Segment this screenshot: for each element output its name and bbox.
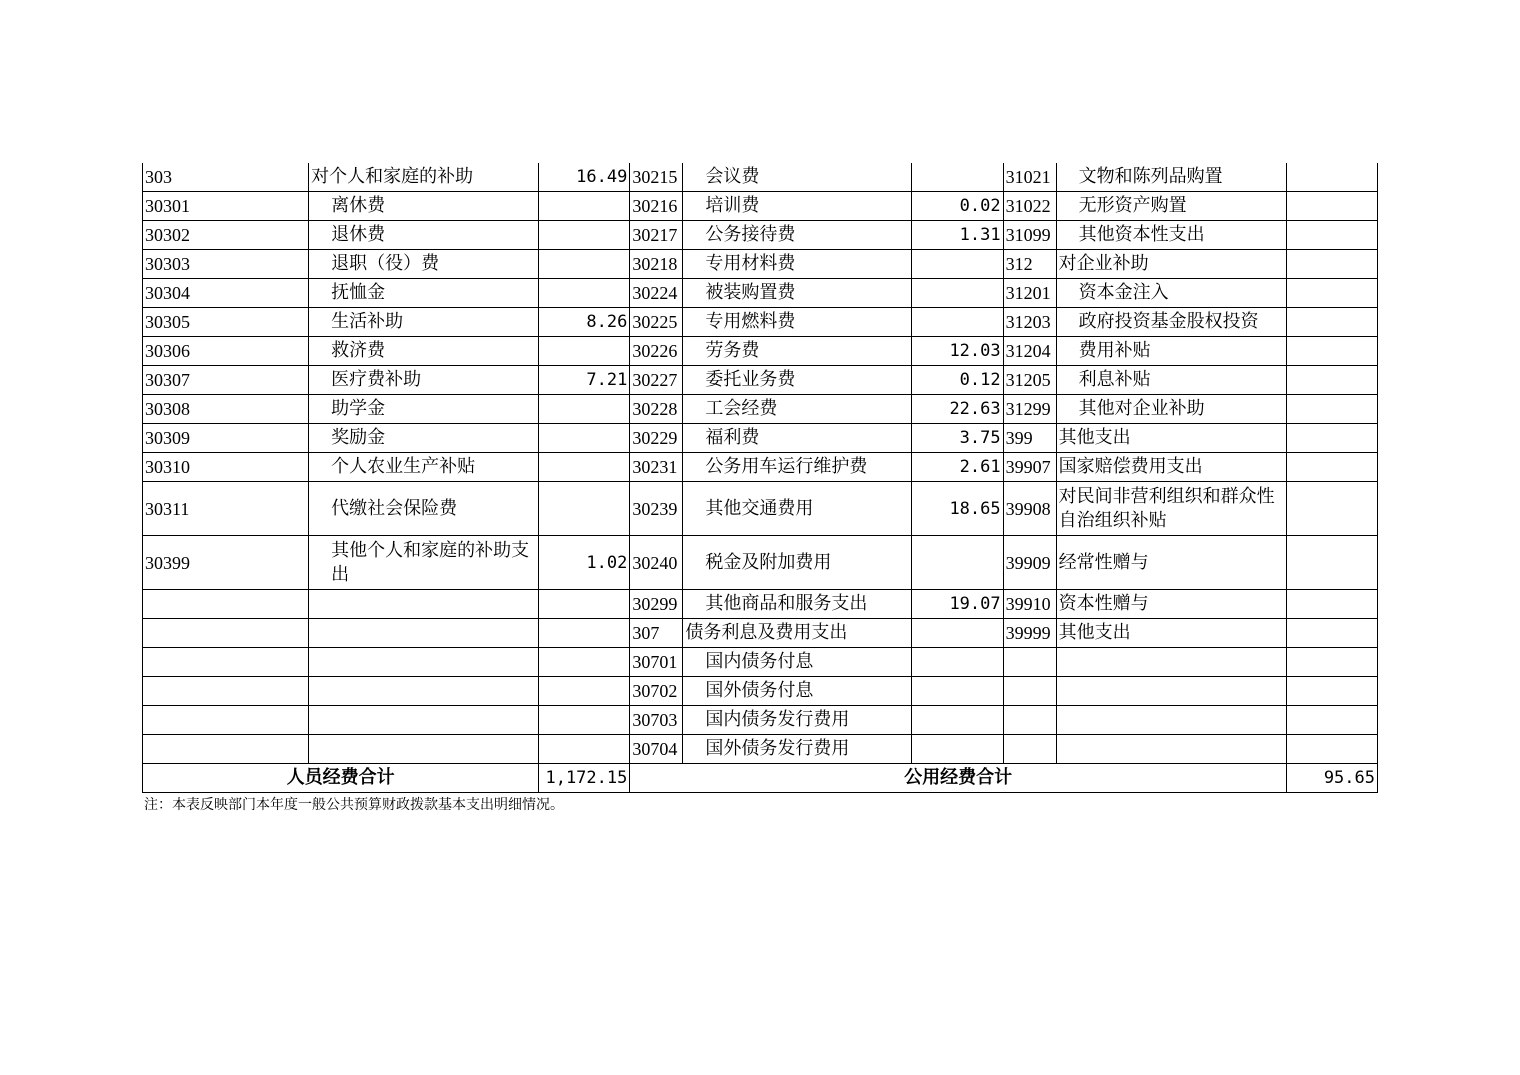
item-name-text: 委托业务费 <box>705 369 796 390</box>
item-name-text: 退职（役）费 <box>331 253 440 274</box>
table-row <box>143 648 1378 677</box>
item-name-text: 国家赔偿费用支出 <box>1058 456 1203 477</box>
item-code: 30309 <box>143 424 309 453</box>
item-amount <box>1286 706 1377 735</box>
item-amount <box>911 279 1003 308</box>
item-amount <box>1286 395 1377 424</box>
item-name-text: 无形资产购置 <box>1078 195 1187 216</box>
item-name <box>683 366 911 395</box>
item-amount <box>1286 482 1377 536</box>
item-name-text: 对企业补助 <box>1058 253 1149 274</box>
item-code: 30225 <box>630 308 683 337</box>
item-name <box>309 163 539 192</box>
item-amount: 2.61 <box>911 453 1003 482</box>
item-name-text: 对个人和家庭的补助 <box>311 166 474 187</box>
item-name <box>309 453 539 482</box>
item-name-text: 退休费 <box>331 224 386 245</box>
item-amount <box>539 482 630 536</box>
item-code: 30299 <box>630 590 683 619</box>
item-amount: 12.03 <box>911 337 1003 366</box>
item-amount <box>1286 735 1377 764</box>
item-name <box>1056 735 1286 764</box>
public-total-label: 公用经费合计 <box>630 764 1286 793</box>
item-name-text: 国外债务付息 <box>705 680 814 701</box>
item-name <box>683 279 911 308</box>
item-name <box>1056 163 1286 192</box>
item-amount <box>539 250 630 279</box>
item-name <box>309 221 539 250</box>
table-row <box>143 482 1378 536</box>
item-amount <box>1286 366 1377 395</box>
table-body <box>143 163 1378 764</box>
item-name <box>1056 706 1286 735</box>
item-amount <box>911 648 1003 677</box>
item-name <box>683 735 911 764</box>
item-name <box>1056 648 1286 677</box>
item-name-text: 其他商品和服务支出 <box>705 593 868 614</box>
item-name-text: 会议费 <box>705 166 760 187</box>
item-amount <box>539 619 630 648</box>
item-name-text: 工会经费 <box>705 398 778 419</box>
item-code: 30228 <box>630 395 683 424</box>
item-code: 30218 <box>630 250 683 279</box>
item-name <box>1056 536 1286 590</box>
item-name-text: 代缴社会保险费 <box>331 497 458 519</box>
public-total-value: 95.65 <box>1286 764 1377 793</box>
item-code <box>1003 677 1056 706</box>
item-amount <box>539 395 630 424</box>
item-amount <box>911 250 1003 279</box>
item-amount: 0.12 <box>911 366 1003 395</box>
item-code <box>1003 706 1056 735</box>
item-name <box>309 735 539 764</box>
item-amount <box>539 337 630 366</box>
item-name <box>683 424 911 453</box>
table-note: 注：本表反映部门本年度一般公共预算财政拨款基本支出明细情况。 <box>144 797 564 813</box>
item-name <box>309 337 539 366</box>
item-code: 31099 <box>1003 221 1056 250</box>
item-amount <box>1286 648 1377 677</box>
item-name <box>683 221 911 250</box>
item-code: 30216 <box>630 192 683 221</box>
item-name <box>309 395 539 424</box>
item-name <box>683 250 911 279</box>
item-code: 30704 <box>630 735 683 764</box>
item-amount <box>539 590 630 619</box>
item-name-text: 生活补助 <box>331 311 404 332</box>
table-row <box>143 453 1378 482</box>
item-code: 307 <box>630 619 683 648</box>
item-name-text: 其他交通费用 <box>705 497 814 519</box>
item-code: 31201 <box>1003 279 1056 308</box>
table-row <box>143 163 1378 192</box>
item-amount <box>1286 677 1377 706</box>
item-code: 30702 <box>630 677 683 706</box>
item-amount <box>539 453 630 482</box>
item-amount: 19.07 <box>911 590 1003 619</box>
item-code: 30308 <box>143 395 309 424</box>
item-code <box>1003 648 1056 677</box>
item-name <box>683 706 911 735</box>
item-name-text: 文物和陈列品购置 <box>1078 166 1223 187</box>
item-code: 39999 <box>1003 619 1056 648</box>
item-name-text: 政府投资基金股权投资 <box>1078 311 1259 332</box>
item-code <box>143 619 309 648</box>
item-name <box>1056 482 1286 536</box>
item-amount <box>1286 590 1377 619</box>
table-row <box>143 308 1378 337</box>
item-amount <box>911 677 1003 706</box>
item-code: 30215 <box>630 163 683 192</box>
item-name-text: 专用材料费 <box>705 253 796 274</box>
item-code: 30231 <box>630 453 683 482</box>
item-name-text: 离休费 <box>331 195 386 216</box>
table-row <box>143 192 1378 221</box>
item-name-text: 助学金 <box>331 398 386 419</box>
item-name-text: 其他支出 <box>1058 622 1131 643</box>
item-amount <box>1286 424 1377 453</box>
item-name <box>683 395 911 424</box>
item-name <box>1056 308 1286 337</box>
item-name-text: 被装购置费 <box>705 282 796 303</box>
item-name-text: 奖励金 <box>331 427 386 448</box>
item-name <box>309 706 539 735</box>
item-amount: 1.31 <box>911 221 1003 250</box>
item-name <box>1056 677 1286 706</box>
item-name <box>683 590 911 619</box>
item-name-text: 其他对企业补助 <box>1078 398 1205 419</box>
item-name <box>309 308 539 337</box>
item-name-text: 医疗费补助 <box>331 369 422 390</box>
item-code: 30304 <box>143 279 309 308</box>
item-name <box>1056 590 1286 619</box>
item-amount: 18.65 <box>911 482 1003 536</box>
item-name <box>309 279 539 308</box>
item-code: 30227 <box>630 366 683 395</box>
item-code: 31205 <box>1003 366 1056 395</box>
item-code <box>143 590 309 619</box>
item-name <box>1056 279 1286 308</box>
table-row <box>143 590 1378 619</box>
item-code: 31203 <box>1003 308 1056 337</box>
item-amount <box>911 735 1003 764</box>
item-code: 30229 <box>630 424 683 453</box>
item-name-text: 费用补贴 <box>1078 340 1151 361</box>
item-amount <box>539 424 630 453</box>
item-code: 30302 <box>143 221 309 250</box>
item-name <box>309 192 539 221</box>
item-name <box>683 677 911 706</box>
item-amount <box>1286 279 1377 308</box>
item-amount <box>539 279 630 308</box>
item-name-text: 债务利息及费用支出 <box>685 622 848 643</box>
personnel-total-value: 1,172.15 <box>539 764 630 793</box>
item-code <box>143 648 309 677</box>
item-code: 39910 <box>1003 590 1056 619</box>
table-row <box>143 706 1378 735</box>
item-code: 30306 <box>143 337 309 366</box>
item-name <box>683 163 911 192</box>
item-name <box>1056 424 1286 453</box>
item-code: 303 <box>143 163 309 192</box>
item-name-text: 国外债务发行费用 <box>705 738 850 759</box>
item-name-text: 福利费 <box>705 427 760 448</box>
item-code: 30226 <box>630 337 683 366</box>
item-code: 30239 <box>630 482 683 536</box>
item-code: 30703 <box>630 706 683 735</box>
item-amount <box>1286 192 1377 221</box>
item-amount <box>911 536 1003 590</box>
item-name <box>309 536 539 590</box>
item-amount <box>1286 163 1377 192</box>
table-row <box>143 395 1378 424</box>
item-name <box>309 677 539 706</box>
item-code: 30701 <box>630 648 683 677</box>
item-name <box>683 482 911 536</box>
item-code: 30217 <box>630 221 683 250</box>
item-amount <box>539 648 630 677</box>
item-name-text: 其他支出 <box>1058 427 1131 448</box>
item-amount <box>911 308 1003 337</box>
item-amount: 3.75 <box>911 424 1003 453</box>
item-amount <box>539 706 630 735</box>
item-amount <box>1286 308 1377 337</box>
table-row <box>143 337 1378 366</box>
item-name <box>309 619 539 648</box>
item-name <box>1056 192 1286 221</box>
item-code: 30307 <box>143 366 309 395</box>
item-amount <box>539 735 630 764</box>
table-row <box>143 279 1378 308</box>
item-code: 30303 <box>143 250 309 279</box>
table-row <box>143 619 1378 648</box>
item-code: 39909 <box>1003 536 1056 590</box>
item-code: 39907 <box>1003 453 1056 482</box>
item-name-text: 国内债务付息 <box>705 651 814 672</box>
item-code: 30310 <box>143 453 309 482</box>
item-name <box>1056 250 1286 279</box>
item-name <box>683 453 911 482</box>
item-code: 30301 <box>143 192 309 221</box>
table-row <box>143 536 1378 590</box>
item-amount <box>911 163 1003 192</box>
table-row <box>143 424 1378 453</box>
item-name-text: 资本金注入 <box>1078 282 1169 303</box>
table-row <box>143 735 1378 764</box>
item-name <box>1056 366 1286 395</box>
budget-detail-table <box>142 163 1378 793</box>
item-amount: 16.49 <box>539 163 630 192</box>
item-name-text: 经常性赠与 <box>1058 551 1149 573</box>
item-name-text: 利息补贴 <box>1078 369 1151 390</box>
item-name-text: 资本性赠与 <box>1058 593 1149 614</box>
item-amount <box>1286 250 1377 279</box>
table-row <box>143 366 1378 395</box>
item-code: 31299 <box>1003 395 1056 424</box>
item-amount <box>539 192 630 221</box>
item-name-text: 个人农业生产补贴 <box>331 456 476 477</box>
item-amount: 22.63 <box>911 395 1003 424</box>
table-row <box>143 250 1378 279</box>
item-amount <box>911 619 1003 648</box>
item-name-text: 培训费 <box>705 195 760 216</box>
item-name <box>1056 221 1286 250</box>
item-name <box>1056 453 1286 482</box>
item-name-text: 对民间非营利组织和群众性自治组织补贴 <box>1058 485 1275 531</box>
item-amount <box>1286 453 1377 482</box>
item-name <box>309 366 539 395</box>
item-name-text: 公务接待费 <box>705 224 796 245</box>
item-name <box>683 308 911 337</box>
item-name <box>683 192 911 221</box>
item-name-text: 抚恤金 <box>331 282 386 303</box>
item-name <box>683 337 911 366</box>
item-amount <box>1286 221 1377 250</box>
table-row <box>143 677 1378 706</box>
item-code: 31022 <box>1003 192 1056 221</box>
item-name-text: 救济费 <box>331 340 386 361</box>
item-name-text: 税金及附加费用 <box>705 551 832 573</box>
item-code <box>1003 735 1056 764</box>
item-code: 31021 <box>1003 163 1056 192</box>
item-name-text: 劳务费 <box>705 340 760 361</box>
item-name-text: 其他个人和家庭的补助支出 <box>331 539 530 585</box>
item-name <box>309 250 539 279</box>
item-amount <box>1286 619 1377 648</box>
item-amount <box>1286 536 1377 590</box>
item-amount <box>1286 337 1377 366</box>
item-name <box>683 536 911 590</box>
item-code <box>143 706 309 735</box>
item-code: 30240 <box>630 536 683 590</box>
item-name <box>1056 337 1286 366</box>
item-code: 30399 <box>143 536 309 590</box>
item-amount <box>539 677 630 706</box>
item-name-text: 公务用车运行维护费 <box>705 456 868 477</box>
item-code <box>143 677 309 706</box>
item-amount: 1.02 <box>539 536 630 590</box>
item-amount <box>539 221 630 250</box>
item-name-text: 专用燃料费 <box>705 311 796 332</box>
item-name-text: 国内债务发行费用 <box>705 709 850 730</box>
item-name-text: 其他资本性支出 <box>1078 224 1205 245</box>
item-name <box>309 482 539 536</box>
item-name <box>1056 395 1286 424</box>
item-code: 312 <box>1003 250 1056 279</box>
item-code: 31204 <box>1003 337 1056 366</box>
personnel-total-label: 人员经费合计 <box>143 764 539 793</box>
item-code <box>143 735 309 764</box>
item-code: 30305 <box>143 308 309 337</box>
item-amount: 8.26 <box>539 308 630 337</box>
item-name <box>683 619 911 648</box>
item-name <box>309 590 539 619</box>
table-row <box>143 221 1378 250</box>
item-code: 30224 <box>630 279 683 308</box>
item-name <box>309 648 539 677</box>
totals-row <box>143 764 1378 793</box>
item-code: 30311 <box>143 482 309 536</box>
item-code: 39908 <box>1003 482 1056 536</box>
item-code: 399 <box>1003 424 1056 453</box>
item-amount: 0.02 <box>911 192 1003 221</box>
item-amount <box>911 706 1003 735</box>
item-name <box>683 648 911 677</box>
item-amount: 7.21 <box>539 366 630 395</box>
item-name <box>1056 619 1286 648</box>
item-name <box>309 424 539 453</box>
